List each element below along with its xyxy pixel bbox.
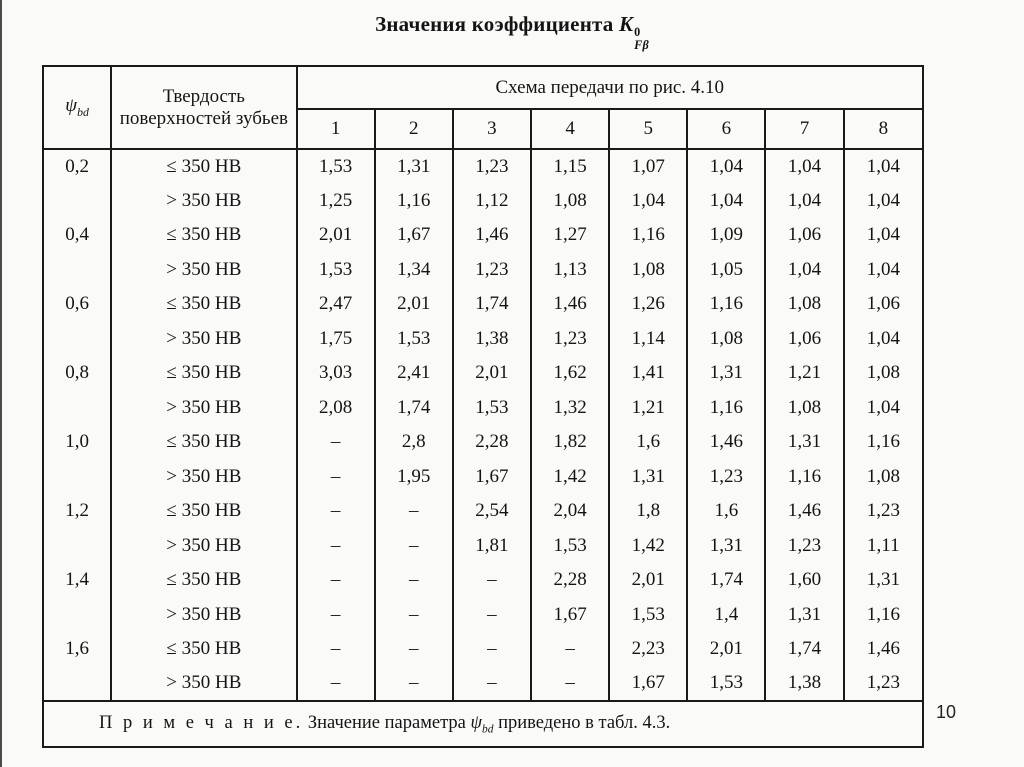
value-cell: 1,23 <box>531 322 609 357</box>
psi-cell <box>43 667 111 702</box>
value-cell: 1,08 <box>765 391 843 426</box>
value-cell: 1,31 <box>765 598 843 633</box>
value-cell: 1,15 <box>531 149 609 184</box>
value-cell: – <box>375 529 453 564</box>
value-cell: 1,27 <box>531 218 609 253</box>
scheme-col-header: 7 <box>765 109 843 149</box>
value-cell: 2,01 <box>687 632 765 667</box>
psi-cell <box>43 253 111 288</box>
hardness-cell: > 350 НВ <box>111 598 296 633</box>
value-cell: 1,67 <box>531 598 609 633</box>
psi-cell: 1,2 <box>43 494 111 529</box>
value-cell: 1,08 <box>531 184 609 219</box>
value-cell: 1,16 <box>844 425 923 460</box>
table-row <box>43 667 923 702</box>
value-cell: 1,21 <box>609 391 687 426</box>
value-cell: 1,8 <box>609 494 687 529</box>
value-cell: – <box>453 563 531 598</box>
value-cell: 2,28 <box>453 425 531 460</box>
value-cell: 1,53 <box>297 149 375 184</box>
value-cell: 1,6 <box>687 494 765 529</box>
value-cell: 1,21 <box>765 356 843 391</box>
hardness-cell: > 350 НВ <box>111 184 296 219</box>
value-cell: 1,74 <box>765 632 843 667</box>
value-cell: 1,06 <box>765 218 843 253</box>
table-row <box>43 356 923 391</box>
value-cell: 1,08 <box>844 460 923 495</box>
value-cell: 2,08 <box>297 391 375 426</box>
table-row <box>43 391 923 426</box>
scheme-col-header: 3 <box>453 109 531 149</box>
table-row <box>43 184 923 219</box>
value-cell: – <box>453 632 531 667</box>
hardness-cell: > 350 НВ <box>111 460 296 495</box>
value-cell: 2,8 <box>375 425 453 460</box>
value-cell: 1,46 <box>453 218 531 253</box>
value-cell: 1,38 <box>765 667 843 702</box>
psi-cell: 0,4 <box>43 218 111 253</box>
hardness-cell: ≤ 350 НВ <box>111 632 296 667</box>
value-cell: 1,32 <box>531 391 609 426</box>
value-cell: 1,75 <box>297 322 375 357</box>
value-cell: 1,62 <box>531 356 609 391</box>
psi-subscript: bd <box>77 105 89 119</box>
value-cell: 1,23 <box>453 253 531 288</box>
value-cell: – <box>453 598 531 633</box>
hardness-column-header: Твердость поверхностей зубьев <box>111 66 296 149</box>
value-cell: 1,42 <box>531 460 609 495</box>
value-cell: 1,74 <box>375 391 453 426</box>
hardness-cell: ≤ 350 НВ <box>111 356 296 391</box>
scheme-col-header: 8 <box>844 109 923 149</box>
hardness-cell: > 350 НВ <box>111 322 296 357</box>
table-row <box>43 632 923 667</box>
psi-column-header <box>43 66 111 149</box>
note-psi-symbol: $\psi_{bd}$ <box>470 712 494 736</box>
value-cell: 1,12 <box>453 184 531 219</box>
hardness-cell: ≤ 350 НВ <box>111 494 296 529</box>
value-cell: 2,01 <box>297 218 375 253</box>
table-row <box>43 322 923 357</box>
value-cell: – <box>375 494 453 529</box>
psi-cell: 0,6 <box>43 287 111 322</box>
value-cell: – <box>297 598 375 633</box>
table-row <box>43 494 923 529</box>
value-cell: – <box>375 632 453 667</box>
table-row <box>43 598 923 633</box>
table-row <box>43 460 923 495</box>
coefficient-symbol: K 0 Fβ <box>618 12 649 53</box>
value-cell: – <box>453 667 531 702</box>
value-cell: – <box>375 563 453 598</box>
value-cell: 1,16 <box>844 598 923 633</box>
value-cell: 1,53 <box>453 391 531 426</box>
value-cell: 1,53 <box>687 667 765 702</box>
psi-cell: 1,4 <box>43 563 111 598</box>
table-note <box>43 701 923 747</box>
scheme-span-header: Схема передачи по рис. 4.10 <box>297 66 923 109</box>
value-cell: – <box>531 632 609 667</box>
value-cell: 1,09 <box>687 218 765 253</box>
note-text-before: Значение параметра <box>303 712 471 733</box>
hardness-cell: ≤ 350 НВ <box>111 563 296 598</box>
table-row <box>43 529 923 564</box>
scheme-col-header: 1 <box>297 109 375 149</box>
value-cell: 1,23 <box>844 667 923 702</box>
page-title-text: Значения коэффициента <box>375 12 619 36</box>
table-row <box>43 425 923 460</box>
note-label: П р и м е ч а н и е. <box>99 712 304 733</box>
value-cell: 1,08 <box>609 253 687 288</box>
value-cell: – <box>297 425 375 460</box>
value-cell: 1,31 <box>844 563 923 598</box>
value-cell: 1,08 <box>844 356 923 391</box>
value-cell: 2,41 <box>375 356 453 391</box>
value-cell: 2,01 <box>453 356 531 391</box>
value-cell: 1,31 <box>375 149 453 184</box>
value-cell: 1,41 <box>609 356 687 391</box>
value-cell: 3,03 <box>297 356 375 391</box>
hardness-cell: > 350 НВ <box>111 667 296 702</box>
psi-cell: 0,8 <box>43 356 111 391</box>
value-cell: 1,16 <box>687 391 765 426</box>
value-cell: 1,04 <box>687 184 765 219</box>
value-cell: 2,47 <box>297 287 375 322</box>
value-cell: 1,04 <box>844 391 923 426</box>
value-cell: 1,16 <box>765 460 843 495</box>
value-cell: 1,60 <box>765 563 843 598</box>
value-cell: 1,46 <box>687 425 765 460</box>
value-cell: 1,67 <box>609 667 687 702</box>
value-cell: 1,82 <box>531 425 609 460</box>
value-cell: 1,25 <box>297 184 375 219</box>
psi-cell <box>43 460 111 495</box>
value-cell: 1,67 <box>375 218 453 253</box>
value-cell: 1,11 <box>844 529 923 564</box>
value-cell: – <box>531 667 609 702</box>
value-cell: – <box>375 598 453 633</box>
value-cell: 1,04 <box>844 149 923 184</box>
value-cell: 1,08 <box>687 322 765 357</box>
value-cell: 1,4 <box>687 598 765 633</box>
value-cell: 1,16 <box>687 287 765 322</box>
value-cell: 1,34 <box>375 253 453 288</box>
value-cell: 1,31 <box>687 356 765 391</box>
psi-cell <box>43 598 111 633</box>
value-cell: 1,04 <box>844 322 923 357</box>
value-cell: 2,23 <box>609 632 687 667</box>
value-cell: 1,81 <box>453 529 531 564</box>
hardness-cell: > 350 НВ <box>111 391 296 426</box>
value-cell: 1,13 <box>531 253 609 288</box>
hardness-cell: ≤ 350 НВ <box>111 287 296 322</box>
value-cell: 1,23 <box>687 460 765 495</box>
value-cell: 1,53 <box>531 529 609 564</box>
coefficient-table <box>42 65 924 748</box>
value-cell: 1,06 <box>765 322 843 357</box>
value-cell: – <box>297 460 375 495</box>
value-cell: – <box>297 529 375 564</box>
value-cell: 1,07 <box>609 149 687 184</box>
value-cell: 1,38 <box>453 322 531 357</box>
hardness-cell: > 350 НВ <box>111 253 296 288</box>
scheme-col-header: 6 <box>687 109 765 149</box>
value-cell: 1,04 <box>844 253 923 288</box>
value-cell: 1,74 <box>687 563 765 598</box>
value-cell: 1,23 <box>765 529 843 564</box>
hardness-cell: > 350 НВ <box>111 529 296 564</box>
slide-edge <box>0 0 2 767</box>
value-cell: 1,74 <box>453 287 531 322</box>
value-cell: 1,04 <box>765 149 843 184</box>
psi-cell <box>43 529 111 564</box>
value-cell: 1,23 <box>453 149 531 184</box>
psi-cell <box>43 322 111 357</box>
value-cell: 1,04 <box>765 253 843 288</box>
hardness-cell: ≤ 350 НВ <box>111 149 296 184</box>
value-cell: 1,26 <box>609 287 687 322</box>
page-number: 10 <box>936 702 957 722</box>
value-cell: 1,04 <box>765 184 843 219</box>
value-cell: 1,23 <box>844 494 923 529</box>
value-cell: 1,53 <box>375 322 453 357</box>
value-cell: – <box>297 632 375 667</box>
hardness-cell: ≤ 350 НВ <box>111 218 296 253</box>
value-cell: 1,67 <box>453 460 531 495</box>
value-cell: 2,28 <box>531 563 609 598</box>
value-cell: 1,06 <box>844 287 923 322</box>
value-cell: 1,31 <box>765 425 843 460</box>
value-cell: 1,16 <box>375 184 453 219</box>
value-cell: 1,04 <box>844 218 923 253</box>
coefficient-subscript: Fβ <box>634 38 649 53</box>
psi-cell: 0,2 <box>43 149 111 184</box>
psi-cell: 1,0 <box>43 425 111 460</box>
value-cell: – <box>297 667 375 702</box>
value-cell: 2,54 <box>453 494 531 529</box>
value-cell: 1,42 <box>609 529 687 564</box>
value-cell: 1,53 <box>297 253 375 288</box>
page-title <box>0 12 1024 52</box>
value-cell: 2,01 <box>375 287 453 322</box>
value-cell: 1,04 <box>844 184 923 219</box>
note-text-after: приведено в табл. 4.3. <box>493 712 671 733</box>
table-row <box>43 287 923 322</box>
table-row <box>43 149 923 184</box>
value-cell: 1,08 <box>765 287 843 322</box>
value-cell: 1,46 <box>844 632 923 667</box>
value-cell: 1,16 <box>609 218 687 253</box>
coefficient-superscript: 0 <box>634 25 641 40</box>
value-cell: 1,04 <box>687 149 765 184</box>
value-cell: 1,46 <box>765 494 843 529</box>
value-cell: – <box>375 667 453 702</box>
psi-cell <box>43 184 111 219</box>
psi-symbol: ψ <box>65 95 78 117</box>
value-cell: 1,46 <box>531 287 609 322</box>
psi-cell: 1,6 <box>43 632 111 667</box>
value-cell: 2,01 <box>609 563 687 598</box>
value-cell: 1,31 <box>609 460 687 495</box>
value-cell: 1,6 <box>609 425 687 460</box>
value-cell: 1,14 <box>609 322 687 357</box>
psi-cell <box>43 391 111 426</box>
value-cell: 1,95 <box>375 460 453 495</box>
scheme-col-header: 2 <box>375 109 453 149</box>
hardness-cell: ≤ 350 НВ <box>111 425 296 460</box>
scheme-col-header: 4 <box>531 109 609 149</box>
table-row <box>43 253 923 288</box>
value-cell: 1,05 <box>687 253 765 288</box>
table-row <box>43 218 923 253</box>
value-cell: 1,53 <box>609 598 687 633</box>
value-cell: 1,31 <box>687 529 765 564</box>
scheme-col-header: 5 <box>609 109 687 149</box>
value-cell: – <box>297 494 375 529</box>
table-row <box>43 563 923 598</box>
table-body <box>43 149 923 701</box>
value-cell: 2,04 <box>531 494 609 529</box>
value-cell: – <box>297 563 375 598</box>
value-cell: 1,04 <box>609 184 687 219</box>
